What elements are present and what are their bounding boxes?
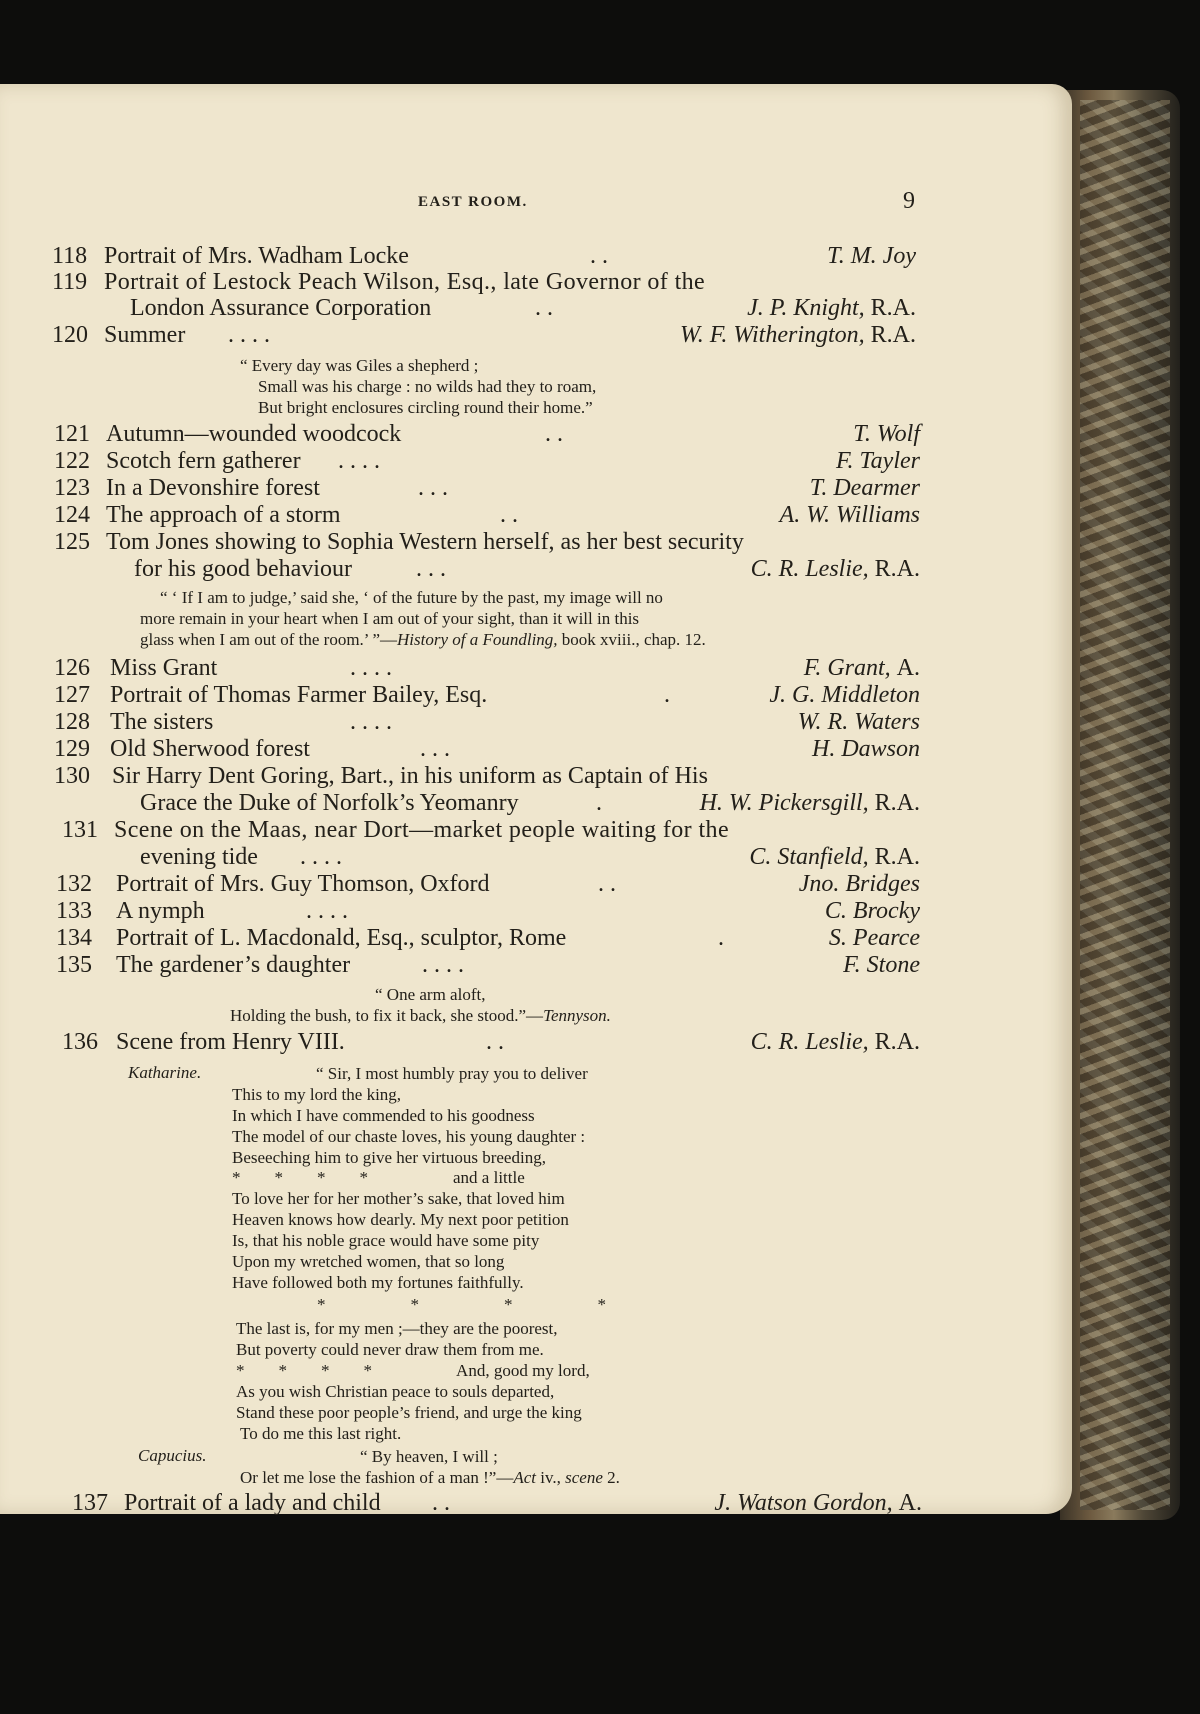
quote-125-line: glass when I am out of the room.’ ”—History of a Foundling, book xviii., chap. 12. <box>140 630 706 649</box>
entry-artist: W. F. Witherington, R.A. <box>679 322 916 348</box>
page-number: 9 <box>903 188 915 214</box>
entry-120 <box>0 321 930 349</box>
entry-title-cont: London Assurance Corporation <box>130 295 432 321</box>
entry-number: 125 <box>54 529 90 555</box>
leader-dots: . . . . <box>350 655 392 681</box>
quote-135-line: “ One arm aloft, <box>375 985 486 1004</box>
entry-135 <box>0 951 930 979</box>
entry-number: 124 <box>54 502 90 528</box>
leader-dots: . . . . <box>228 322 270 348</box>
entry-125-cont <box>0 555 930 583</box>
entry-title-cont: for his good behaviour <box>134 556 352 582</box>
entry-title-cont: Grace the Duke of Norfolk’s Yeomanry <box>140 790 519 816</box>
entry-title: Summer <box>104 322 186 348</box>
entry-title: Portrait of Mrs. Guy Thomson, Oxford <box>116 871 490 897</box>
entry-number: 136 <box>62 1029 98 1055</box>
leader-dots: . . <box>486 1029 504 1055</box>
entry-artist: T. Dearmer <box>809 475 920 501</box>
quote-136-line: Have followed both my fortunes faithfully. <box>232 1273 524 1292</box>
entry-132 <box>0 870 930 898</box>
entry-title: Portrait of Thomas Farmer Bailey, Esq. <box>110 682 488 708</box>
quote-136-ellipsis: * * * * <box>232 1295 606 1314</box>
entry-artist: Jno. Bridges <box>798 871 920 897</box>
leader-dots: . . <box>535 295 553 321</box>
quote-136-line: Upon my wretched women, that so long <box>232 1252 505 1271</box>
entry-127 <box>0 681 930 709</box>
quote-135-line: Holding the bush, to fix it back, she stood.”—Tennyson. <box>230 1006 611 1025</box>
entry-title: The sisters <box>110 709 214 735</box>
entry-number: 137 <box>72 1490 108 1516</box>
quote-120-line: “ Every day was Giles a shepherd ; <box>240 356 479 375</box>
leader-dots: . . <box>598 871 616 897</box>
entry-title: Sir Harry Dent Goring, Bart., in his uniform as Captain of His <box>112 763 708 789</box>
entry-number: 129 <box>54 736 90 762</box>
entry-artist: H. Dawson <box>811 736 920 762</box>
leader-dots: . <box>664 682 670 708</box>
leader-dots: . . . <box>420 736 450 762</box>
entry-artist: F. Stone <box>843 952 920 978</box>
leader-dots: . . . . <box>422 952 464 978</box>
entry-119 <box>0 268 930 296</box>
entry-title: The approach of a storm <box>106 502 341 528</box>
quote-136-ellipsis: * * * * And, good my lord, <box>236 1361 590 1380</box>
entry-title: Autumn—wounded woodcock <box>106 421 402 447</box>
leader-dots: . . . . <box>350 709 392 735</box>
quote-136-line: “ By heaven, I will ; <box>360 1447 498 1466</box>
entry-artist: C. Stanfield, R.A. <box>749 844 920 870</box>
speaker-katharine: Katharine. <box>128 1063 202 1082</box>
quote-125-line: more remain in your heart when I am out of your sight, than it will in this <box>140 609 640 628</box>
leader-dots: . . . . <box>300 844 342 870</box>
leader-dots: . <box>596 790 602 816</box>
quote-136-ellipsis: * * * * and a little <box>232 1168 525 1187</box>
entry-artist: A. W. Williams <box>779 502 920 528</box>
leader-dots: . . . . <box>306 898 348 924</box>
quote-136-line: This to my lord the king, <box>232 1085 402 1104</box>
entry-125 <box>0 528 930 556</box>
quote-136-line: To do me this last right. <box>240 1424 402 1443</box>
entry-title: Miss Grant <box>110 655 218 681</box>
entry-number: 119 <box>52 269 88 295</box>
quote-125-line: “ ‘ If I am to judge,’ said she, ‘ of the future by the past, my image will no <box>160 588 663 607</box>
entry-artist: J. G. Middleton <box>769 682 920 708</box>
leader-dots: . <box>718 925 724 951</box>
entry-title: Portrait of Mrs. Wadham Locke <box>104 243 409 269</box>
quote-136-line: In which I have commended to his goodness <box>232 1106 535 1125</box>
entry-number: 127 <box>54 682 90 708</box>
quote-136-line: But poverty could never draw them from me. <box>236 1340 544 1359</box>
quote-120-line: But bright enclosures circling round their home.” <box>258 398 593 417</box>
entry-title: Scene on the Maas, near Dort—market people waiting for the <box>114 817 729 843</box>
quote-136-line: “ Sir, I most humbly pray you to deliver <box>316 1064 588 1083</box>
entry-artist: J. P. Knight, R.A. <box>747 295 916 321</box>
entry-133 <box>0 897 930 925</box>
entry-artist: T. Wolf <box>853 421 920 447</box>
quote-136-line: Is, that his noble grace would have some pity <box>232 1231 540 1250</box>
quote-136-line: Heaven knows how dearly. My next poor petition <box>232 1210 569 1229</box>
entry-number: 134 <box>56 925 92 951</box>
entry-118 <box>0 242 930 270</box>
speaker-capucius: Capucius. <box>138 1446 207 1465</box>
leader-dots: . . . . <box>338 448 380 474</box>
quote-136-line: Or let me lose the fashion of a man !”—Act iv., scene 2. <box>240 1468 620 1487</box>
entry-128 <box>0 708 930 736</box>
quote-136-line: Beseeching him to give her virtuous breeding, <box>232 1148 546 1167</box>
entry-artist: J. Watson Gordon, A. <box>714 1490 922 1516</box>
entry-137 <box>0 1489 930 1517</box>
entry-artist: F. Tayler <box>835 448 920 474</box>
entry-130-cont <box>0 789 930 817</box>
entry-129 <box>0 735 930 763</box>
leader-dots: . . <box>545 421 563 447</box>
entry-number: 135 <box>56 952 92 978</box>
leader-dots: . . <box>432 1490 450 1516</box>
entry-title: The gardener’s daughter <box>116 952 351 978</box>
entry-134 <box>0 924 930 952</box>
quote-136-line: The last is, for my men ;—they are the poorest, <box>236 1319 558 1338</box>
entry-124 <box>0 501 930 529</box>
entry-122 <box>0 447 930 475</box>
entry-artist: C. R. Leslie, R.A. <box>750 556 920 582</box>
quote-136-line: To love her for her mother’s sake, that loved him <box>232 1189 565 1208</box>
page-header <box>0 190 1072 220</box>
entry-number: 120 <box>52 322 88 348</box>
entry-title: Old Sherwood forest <box>110 736 310 762</box>
entry-131-cont <box>0 843 930 871</box>
leader-dots: . . . <box>418 475 448 501</box>
catalogue-page <box>0 84 1072 1514</box>
entry-title: Scotch fern gatherer <box>106 448 301 474</box>
entry-number: 132 <box>56 871 92 897</box>
entry-119-cont <box>0 294 930 322</box>
entry-artist: S. Pearce <box>828 925 920 951</box>
entry-number: 131 <box>62 817 98 843</box>
entry-123 <box>0 474 930 502</box>
entry-title: Portrait of L. Macdonald, Esq., sculptor, Rome <box>116 925 567 951</box>
entry-126 <box>0 654 930 682</box>
entry-number: 121 <box>54 421 90 447</box>
entry-title: Scene from Henry VIII. <box>116 1029 345 1055</box>
entry-artist: W. R. Waters <box>797 709 920 735</box>
entry-130 <box>0 762 930 790</box>
entry-title: Portrait of a lady and child <box>124 1490 381 1516</box>
running-head: EAST ROOM. <box>418 194 528 210</box>
entry-title: In a Devonshire forest <box>106 475 320 501</box>
entry-131 <box>0 816 930 844</box>
entry-number: 118 <box>52 243 88 269</box>
leader-dots: . . <box>590 243 608 269</box>
entry-title-cont: evening tide <box>140 844 258 870</box>
entry-136 <box>0 1028 930 1056</box>
quote-136-line: Stand these poor people’s friend, and urge the king <box>236 1403 582 1422</box>
entry-number: 126 <box>54 655 90 681</box>
quote-136-line: The model of our chaste loves, his young daughter : <box>232 1127 586 1146</box>
entry-title: Tom Jones showing to Sophia Western herself, as her best security <box>106 529 744 555</box>
entry-number: 123 <box>54 475 90 501</box>
quote-136-line: As you wish Christian peace to souls departed, <box>236 1382 555 1401</box>
entry-number: 128 <box>54 709 90 735</box>
entry-title: Portrait of Lestock Peach Wilson, Esq., late Governor of the <box>104 269 706 295</box>
entry-title: A nymph <box>116 898 205 924</box>
entry-121 <box>0 420 930 448</box>
entry-artist: T. M. Joy <box>827 243 916 269</box>
entry-number: 130 <box>54 763 90 789</box>
entry-number: 122 <box>54 448 90 474</box>
leader-dots: . . <box>500 502 518 528</box>
entry-artist: F. Grant, A. <box>803 655 920 681</box>
entry-artist: C. Brocky <box>824 898 920 924</box>
leader-dots: . . . <box>416 556 446 582</box>
entry-artist: H. W. Pickersgill, R.A. <box>699 790 920 816</box>
quote-120-line: Small was his charge : no wilds had they to roam, <box>258 377 597 396</box>
entry-number: 133 <box>56 898 92 924</box>
entry-artist: C. R. Leslie, R.A. <box>750 1029 920 1055</box>
marbled-edge <box>1080 100 1170 1510</box>
